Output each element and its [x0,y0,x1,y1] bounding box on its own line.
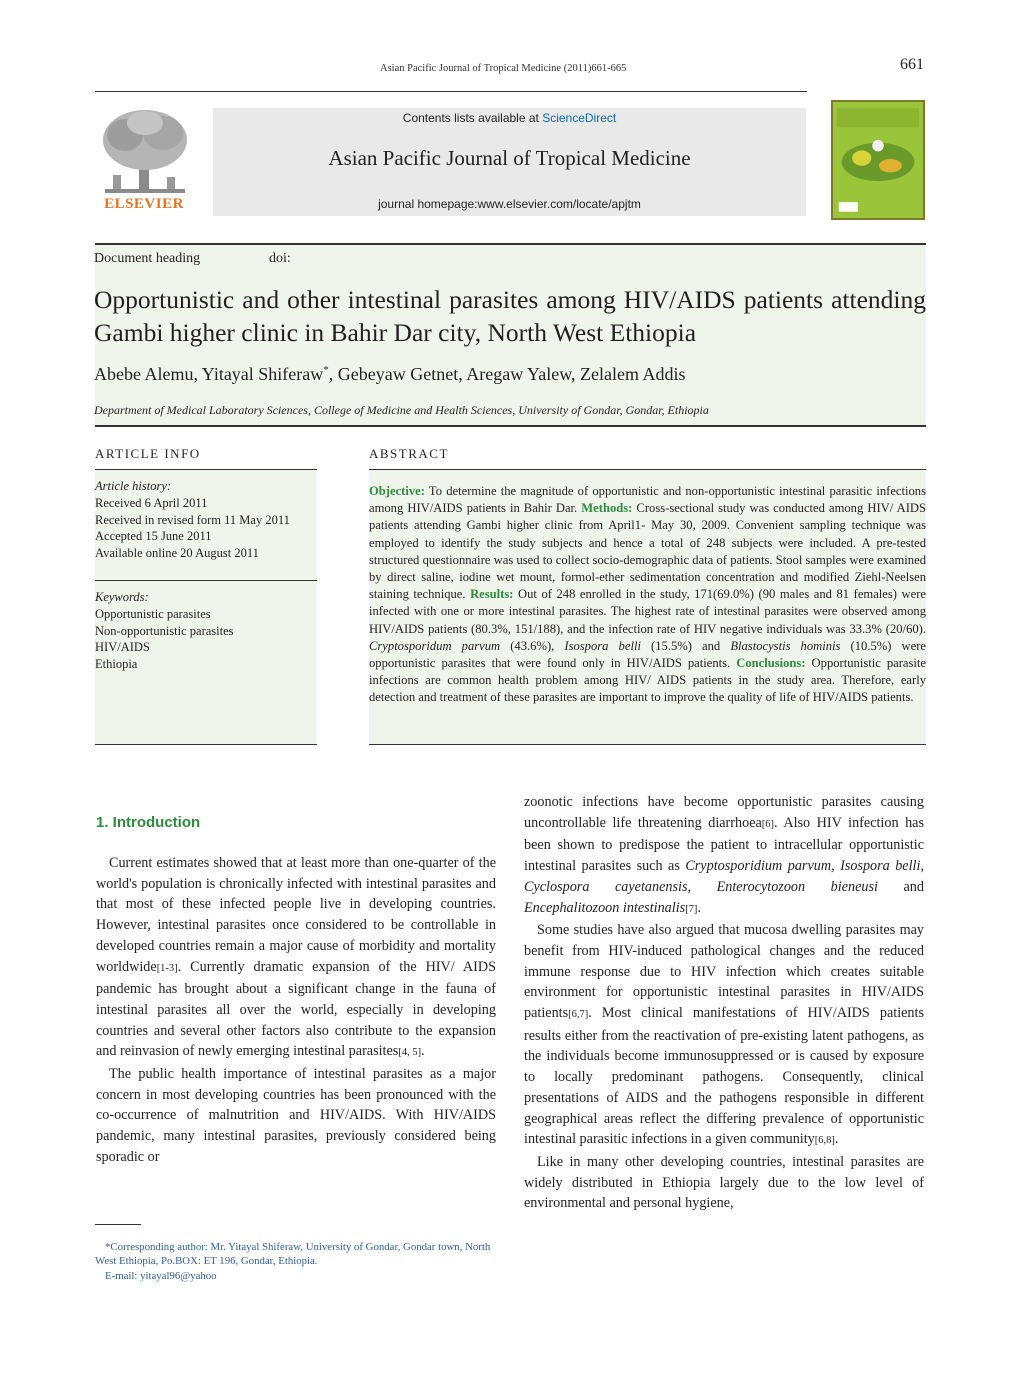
history-accepted: Accepted 15 June 2011 [95,529,212,544]
citation-ref[interactable]: [6] [761,818,775,830]
paragraph: Like in many other developing countries, intestinal parasites are widely distributed in Ethiopia largely due to the low level of environmental and personal hygiene, [524,1153,924,1212]
paragraph-text: . Also HIV infection has been shown to predispose the patient to intracellular opportunistic intestinal parasites such as [524,814,924,875]
paragraph [524,920,924,1152]
abstract-results: (43.6%), [500,638,565,653]
keyword-item: Ethiopia [95,657,138,672]
species-name: Cryptosporidum parvum [369,638,501,653]
authors-rest: , Gebeyaw Getnet, Aregaw Yalew, Zelalem Addis [328,364,686,384]
citation-ref[interactable]: [6,8] [814,1135,835,1147]
abstract-results: (15.5%) and [640,638,731,653]
history-label: Article history: [95,479,172,493]
paragraph-text: zoonotic infections have become opportunistic parasites causing uncontrollable life threatening diarrhoea [524,794,924,831]
keyword-item: HIV/AIDS [95,640,150,655]
history-revised: Received in revised form 11 May 2011 [95,512,290,527]
species-name: Cyclospora cayetanensis [524,878,688,895]
keywords-label: Keywords: [95,590,149,604]
introduction-heading: 1. Introduction [96,814,201,831]
citation-ref[interactable]: [6,7] [568,1009,589,1021]
abstract-methods-heading: Methods: [581,501,633,516]
affiliation: Department of Medical Laboratory Sciences, College of Medicine and Health Sciences, University of Gondar, Gondar, Ethiopia [94,403,709,417]
paragraph [524,792,924,920]
citation-ref[interactable]: [1-3] [156,962,178,974]
contents-prefix: Contents lists available at [402,111,543,125]
paragraph [96,853,496,1064]
article-history [95,478,290,562]
article-info-bottom-rule [95,744,317,745]
abstract-results: (10.5%) were opportunistic parasites that were found only in HIV/AIDS patients. [369,638,927,671]
keyword-item: Opportunistic parasites [95,606,211,621]
author-list [94,364,686,385]
elsevier-wordmark: ELSEVIER [104,196,184,212]
paragraph-text: . [697,899,701,916]
separator: and [877,878,924,895]
paragraph-text: Some studies have also argued that mucosa dwelling parasites may benefit from HIV-induced pathological changes and the reduced immune response due to HIV infection which creates suitable environment for opportunistic intestinal parasites in HIV/AIDS patients [524,922,924,1022]
corresponding-email[interactable]: E-mail: yitayal96@yahoo [105,1269,217,1282]
paragraph-text: Current estimates showed that at least more than one-quarter of the world's population is chronically infected with intestinal parasites and that most of these infected people live in developing countries. However, intestinal parasites once considered to be controllable in developed countries remain a major cause of morbidity and mortality worldwide [96,855,496,975]
separator: , [687,878,717,895]
history-online: Available online 20 August 2011 [95,546,259,561]
abstract-objective: To determine the magnitude of opportunistic and non-opportunistic intestinal parasitic infections among HIV/AIDS patients in Bahir Dar. [369,484,926,516]
keywords [95,589,234,673]
separator: , [831,858,841,875]
journal-homepage[interactable]: journal homepage:www.elsevier.com/locate/apjtm [378,197,641,211]
abstract-objective-heading: Objective: [369,484,425,498]
document-heading-label: Document heading [94,251,201,266]
abstract-methods: Cross-sectional study was conducted among HIV/ AIDS patients attending Gambi higher clinic from April1- May 30, 2009. Convenient sampling technique was employed to identify the study subjects and hence a total of 248 subjects were included. A pre-tested structured questionnaire was used to collect socio-demographic data of patients. Stool samples were examined by direct saline, iodine wet mount, formol-ether sedimentation concentration and modified Ziehl-Neelsen staining technique. [369,501,927,602]
footnote-rule [95,1224,141,1225]
paragraph-text: . [421,1043,425,1060]
abstract-body [369,483,926,707]
abstract-conclusions-heading: Conclusions: [736,656,806,671]
corresponding-mark: * [323,364,329,376]
article-info-heading: ARTICLE INFO [95,446,201,461]
doi-label: doi: [269,251,291,266]
abstract-bottom-rule [369,744,926,745]
header-rule [95,91,807,92]
article-info-mid-rule [95,580,317,581]
page-number: 661 [900,56,924,73]
paragraph-text: . Most clinical manifestations of HIV/AIDS patients results either from the reactivation of pre-existing latent pathogens, as the individuals become immunosuppressed or is caused by exposure to locally predominant pathogens. Consequently, clinical presentations of AIDS and the pathogens responsible in different geographical areas reflect the differing prevalence of opportunistic intestinal parasitic infections in a given community [524,1005,924,1148]
paragraph-text: . Currently dramatic expansion of the HIV/ AIDS pandemic has brought about a significant change in the fauna of intestinal parasites all over the world, especially in developing countries and several other factors also contribute to the expansion and reinvasion of newly emerging intestinal parasites [96,958,496,1060]
affiliation-rule [95,425,926,427]
sciencedirect-link[interactable]: ScienceDirect [542,111,617,125]
running-header-citation: Asian Pacific Journal of Tropical Medicine (2011)661-665 [380,63,627,74]
abstract-results: Out of 248 enrolled in the study, 171(69.0%) (90 males and 81 females) were infected with one or more intestinal parasites. The highest rate of intestinal parasites were observed among HIV/AIDS patients (80.3%, 151/188), and the infection rate of HIV negative individuals was 33.3% (20/60). [369,587,927,636]
species-name: Blastocystis hominis [730,638,841,653]
species-name: Enterocytozoon bieneusi [716,878,878,895]
body-column-right [524,792,924,1214]
body-column-left [96,853,496,1168]
paragraph-text: . [834,1131,839,1148]
journal-cover-image [831,100,925,220]
species-name: Isospora belli [840,858,921,875]
corresponding-author-note: *Corresponding author: Mr. Yitayal Shiferaw, University of Gondar, Gondar town, North West Ethiopia, Po.BOX: ET 196, Gondar, Ethiopia. [95,1241,491,1268]
citation-ref[interactable]: [7] [685,903,698,915]
paragraph: The public health importance of intestinal parasites as a major concern in most developing countries has been pronounced with the co-occurrence of malnutrition and HIV/AIDS. With HIV/AIDS pandemic, many intestinal parasites, previously considered being sporadic or [96,1066,496,1165]
separator: , [920,858,924,875]
species-name: Encephalitozoon intestinalis [524,899,686,916]
article-title: Opportunistic and other intestinal parasites among HIV/AIDS patients attending Gambi higher clinic in Bahir Dar city, North West Ethiopia [94,285,926,347]
abstract-heading: ABSTRACT [369,446,449,461]
abstract-results-heading: Results: [470,587,514,602]
journal-banner [213,108,806,216]
species-name: Cryptosporidium parvum [685,858,832,875]
contents-line [213,111,806,125]
journal-name: Asian Pacific Journal of Tropical Medicine [328,146,691,170]
authors-first: Abebe Alemu, Yitayal Shiferaw [94,364,324,384]
history-received: Received 6 April 2011 [95,495,208,510]
footnote [95,1240,495,1283]
citation-ref[interactable]: [4, 5] [398,1047,422,1059]
species-name: Isospora belli [564,638,641,653]
abstract-conclusions: Opportunistic parasite infections are common health problem among HIV/ AIDS patients in the study area. Therefore, early detection and treatment of these parasites are important to improve the quality of life of HIV/AIDS patients. [369,656,926,705]
keyword-item: Non-opportunistic parasites [95,623,234,638]
